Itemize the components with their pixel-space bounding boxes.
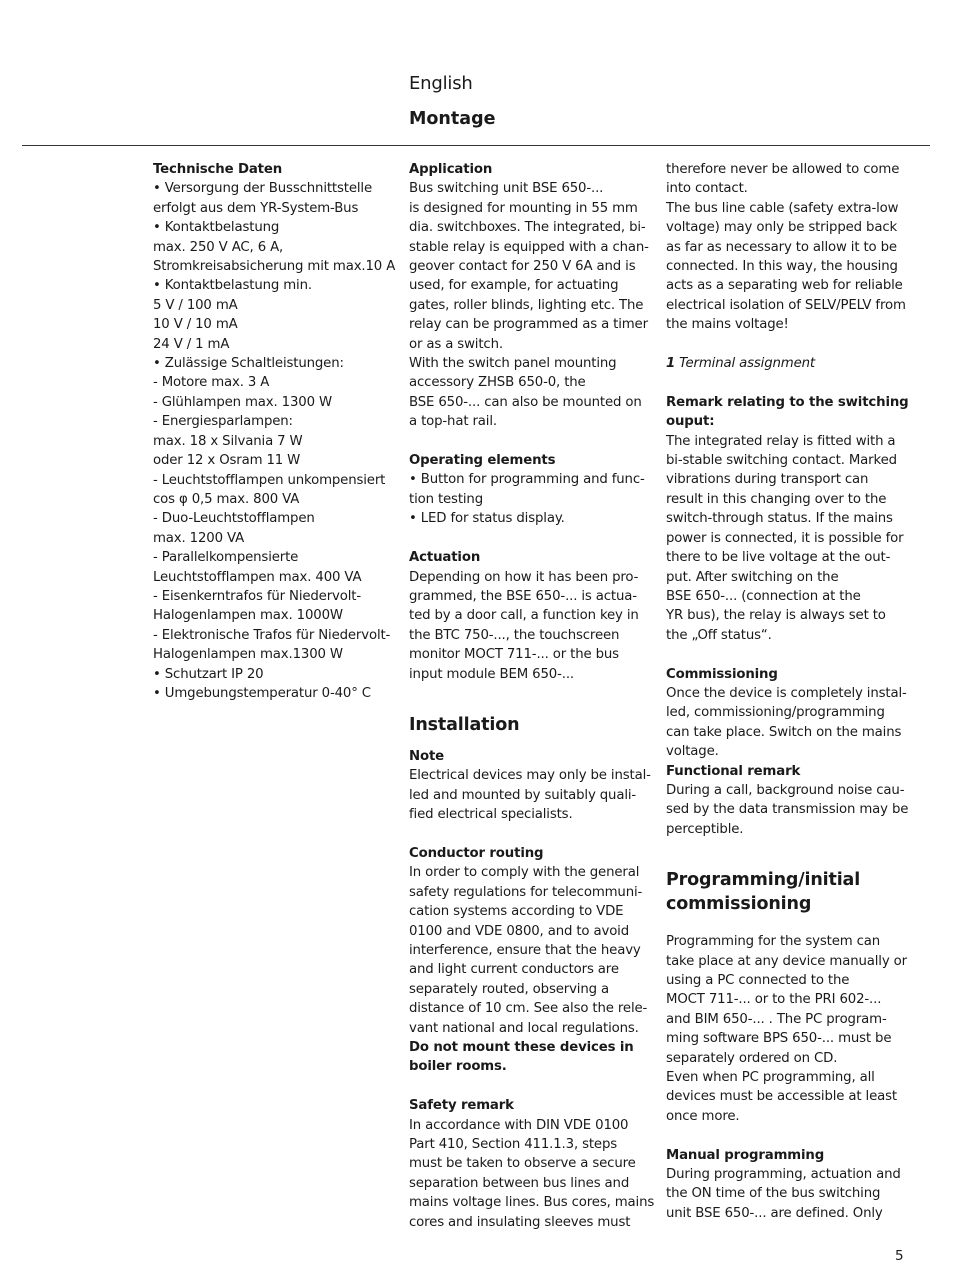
text-line: 24 V / 1 mA — [153, 336, 230, 352]
commissioning-text — [666, 684, 911, 762]
programming-heading — [666, 868, 911, 916]
text-line: Bus switching unit BSE 650-... — [409, 181, 604, 197]
text-line: The bus line cable (safety extra-low — [666, 200, 899, 216]
figure-reference — [666, 354, 911, 373]
text-line: - Duo-Leuchtstofflampen — [153, 511, 315, 527]
text-line: sed by the data transmission may be — [666, 802, 909, 818]
text-line: using a PC connected to the — [666, 972, 850, 988]
installation-heading: Installation — [409, 714, 520, 735]
text-line: voltage. — [666, 744, 719, 760]
actuation-text — [409, 568, 654, 684]
text-line: • Versorgung der Busschnittstelle — [153, 181, 372, 197]
text-line: • Kontaktbelastung — [153, 220, 280, 236]
text-line: • Zulässige Schaltleistungen: — [153, 356, 344, 372]
text-line: the „Off status“. — [666, 627, 772, 643]
text-line: Depending on how it has been pro- — [409, 569, 639, 585]
language-label: English — [409, 73, 473, 94]
text-line: accessory ZHSB 650-0, the — [409, 375, 586, 391]
text-line: Electrical devices may only be instal- — [409, 768, 651, 784]
text-line: geover contact for 250 V 6A and is — [409, 259, 636, 275]
functional-remark-text — [666, 781, 911, 839]
text-line: can take place. Switch on the mains — [666, 724, 902, 740]
text-line: • Umgebungstemperatur 0-40° C — [153, 685, 371, 701]
text-line: 5 V / 100 mA — [153, 297, 238, 313]
text-line: max. 18 x Silvania 7 W — [153, 433, 303, 449]
text-line: - Parallelkompensierte — [153, 550, 299, 566]
text-line: ming software BPS 650-... must be — [666, 1031, 892, 1047]
text-line: ted by a door call, a function key in — [409, 608, 639, 624]
text-line: Halogenlampen max.1300 W — [153, 647, 343, 663]
note-text — [409, 766, 654, 824]
text-line: - Leuchtstofflampen unkompensiert — [153, 472, 386, 488]
text-line: into contact. — [666, 181, 748, 197]
text-line: During programming, actuation and — [666, 1167, 901, 1183]
text-line: Programming for the system can — [666, 934, 881, 950]
text-line: interference, ensure that the heavy — [409, 942, 641, 958]
text-line: grammed, the BSE 650-... is actua- — [409, 588, 637, 604]
safety-remark-continued — [666, 160, 911, 335]
text-line: gates, roller blinds, lighting etc. The — [409, 297, 644, 313]
text-line: relay can be programmed as a timer — [409, 317, 648, 333]
text-line: BSE 650-... can also be mounted on — [409, 394, 642, 410]
text-line: and light current conductors are — [409, 962, 619, 978]
text-line: BSE 650-... (connection at the — [666, 588, 861, 604]
text-line: a top-hat rail. — [409, 414, 497, 430]
text-line: - Eisenkerntrafos für Niedervolt- — [153, 588, 361, 604]
note-heading: Note — [409, 748, 445, 764]
figure-caption: Terminal assignment — [675, 356, 815, 372]
text-line: Once the device is completely instal- — [666, 685, 907, 701]
text-line: oder 12 x Osram 11 W — [153, 453, 301, 469]
text-line: therefore never be allowed to come — [666, 162, 900, 177]
text-line: - Elektronische Trafos für Niedervolt- — [153, 627, 391, 643]
text-line: The integrated relay is fitted with a — [666, 433, 896, 449]
conductor-routing-text — [409, 863, 654, 1038]
text-line: tion testing — [409, 491, 483, 507]
text-line: the ON time of the bus switching — [666, 1186, 881, 1202]
text-line: Programming/initial — [666, 870, 861, 891]
text-line: once more. — [666, 1108, 740, 1124]
text-line: switch-through status. If the mains — [666, 511, 893, 527]
text-line: safety regulations for telecommuni- — [409, 884, 643, 900]
manual-programming-heading: Manual programming — [666, 1147, 825, 1163]
text-line: - Glühlampen max. 1300 W — [153, 394, 332, 410]
text-line: cation systems according to VDE — [409, 904, 624, 920]
page-title: Montage — [409, 109, 496, 129]
text-line: ouput: — [666, 414, 715, 430]
column-remarks — [666, 160, 911, 1223]
text-line: Halogenlampen max. 1000W — [153, 608, 343, 624]
application-text — [409, 179, 654, 431]
text-line: cos φ 0,5 max. 800 VA — [153, 491, 300, 507]
text-line: separately ordered on CD. — [666, 1050, 838, 1066]
text-line: • Kontaktbelastung min. — [153, 278, 312, 294]
text-line: voltage) may only be stripped back — [666, 220, 898, 236]
text-line: unit BSE 650-... are defined. Only — [666, 1205, 883, 1221]
commissioning-heading: Commissioning — [666, 666, 778, 682]
text-line: max. 1200 VA — [153, 530, 245, 546]
text-line: - Energiesparlampen: — [153, 414, 293, 430]
text-line: is designed for mounting in 55 mm — [409, 200, 638, 216]
text-line: stable relay is equipped with a chan- — [409, 239, 649, 255]
text-line: or as a switch. — [409, 336, 503, 352]
text-line: fied electrical specialists. — [409, 807, 573, 823]
text-line: led and mounted by suitably quali- — [409, 787, 637, 803]
text-line: • Button for programming and func- — [409, 472, 645, 488]
text-line: Do not mount these devices in — [409, 1040, 634, 1056]
text-line: - Motore max. 3 A — [153, 375, 270, 391]
conductor-routing-heading: Conductor routing — [409, 845, 544, 861]
application-heading: Application — [409, 162, 493, 177]
text-line: the mains voltage! — [666, 317, 789, 333]
text-line: the BTC 750-..., the touchscreen — [409, 627, 620, 643]
text-line: power is connected, it is possible for — [666, 530, 904, 546]
text-line: monitor MOCT 711-... or the bus — [409, 647, 619, 663]
text-line: vibrations during transport can — [666, 472, 869, 488]
programming-text — [666, 932, 911, 1126]
text-line: 0100 and VDE 0800, and to avoid — [409, 923, 630, 939]
text-line: and BIM 650-... . The PC program- — [666, 1011, 887, 1027]
technical-data-list — [153, 179, 403, 703]
text-line: max. 250 V AC, 6 A, — [153, 239, 284, 255]
text-line: separately routed, observing a — [409, 981, 609, 997]
text-line: In accordance with DIN VDE 0100 — [409, 1117, 629, 1133]
text-line: Leuchtstofflampen max. 400 VA — [153, 569, 362, 585]
text-line: boiler rooms. — [409, 1059, 507, 1075]
text-line: there to be live voltage at the out- — [666, 550, 891, 566]
text-line: YR bus), the relay is always set to — [666, 608, 886, 624]
text-line: vant national and local regulations. — [409, 1020, 639, 1036]
text-line: In order to comply with the general — [409, 865, 640, 881]
switching-output-heading — [666, 393, 911, 432]
page-number: 5 — [895, 1248, 904, 1264]
column-technical-data — [153, 160, 403, 703]
text-line: used, for example, for actuating — [409, 278, 619, 294]
header-divider — [22, 145, 930, 146]
conductor-routing-warning — [409, 1038, 654, 1077]
text-line: Remark relating to the switching — [666, 394, 909, 410]
text-line: separation between bus lines and — [409, 1175, 630, 1191]
safety-remark-text — [409, 1116, 654, 1232]
safety-remark-heading: Safety remark — [409, 1098, 514, 1114]
text-line: 10 V / 10 mA — [153, 317, 238, 333]
manual-programming-text — [666, 1165, 911, 1223]
text-line: put. After switching on the — [666, 569, 839, 585]
text-line: During a call, background noise cau- — [666, 782, 905, 798]
text-line: • Schutzart IP 20 — [153, 666, 264, 682]
text-line: dia. switchboxes. The integrated, bi- — [409, 220, 646, 236]
text-line: MOCT 711-... or to the PRI 602-... — [666, 992, 882, 1008]
text-line: led, commissioning/programming — [666, 705, 885, 721]
text-line: distance of 10 cm. See also the rele- — [409, 1001, 648, 1017]
text-line: bi-stable switching contact. Marked — [666, 453, 897, 469]
text-line: cores and insulating sleeves must — [409, 1214, 631, 1230]
text-line: Even when PC programming, all — [666, 1070, 875, 1086]
text-line: electrical isolation of SELV/PELV from — [666, 297, 906, 313]
text-line: devices must be accessible at least — [666, 1089, 897, 1105]
switching-output-text — [666, 432, 911, 645]
text-line: Stromkreisabsicherung mit max.10 A — [153, 259, 396, 275]
actuation-heading: Actuation — [409, 550, 481, 566]
text-line: input module BEM 650-... — [409, 666, 574, 682]
text-line: as far as necessary to allow it to be — [666, 239, 897, 255]
text-line: Part 410, Section 411.1.3, steps — [409, 1137, 618, 1153]
text-line: mains voltage lines. Bus cores, mains — [409, 1195, 655, 1211]
column-application — [409, 160, 654, 1232]
technical-data-heading: Technische Daten — [153, 162, 283, 177]
text-line: perceptible. — [666, 821, 744, 837]
text-line: commissioning — [666, 894, 812, 915]
text-line: erfolgt aus dem YR-System-Bus — [153, 200, 359, 216]
operating-elements-text — [409, 470, 654, 528]
text-line: result in this changing over to the — [666, 491, 887, 507]
operating-elements-heading: Operating elements — [409, 453, 556, 469]
text-line: • LED for status display. — [409, 511, 565, 527]
text-line: connected. In this way, the housing — [666, 259, 898, 275]
text-line: take place at any device manually or — [666, 953, 907, 969]
functional-remark-heading: Functional remark — [666, 763, 801, 779]
figure-number: 1 — [666, 356, 676, 372]
text-line: With the switch panel mounting — [409, 356, 617, 372]
text-line: must be taken to observe a secure — [409, 1156, 636, 1172]
text-line: acts as a separating web for reliable — [666, 278, 903, 294]
